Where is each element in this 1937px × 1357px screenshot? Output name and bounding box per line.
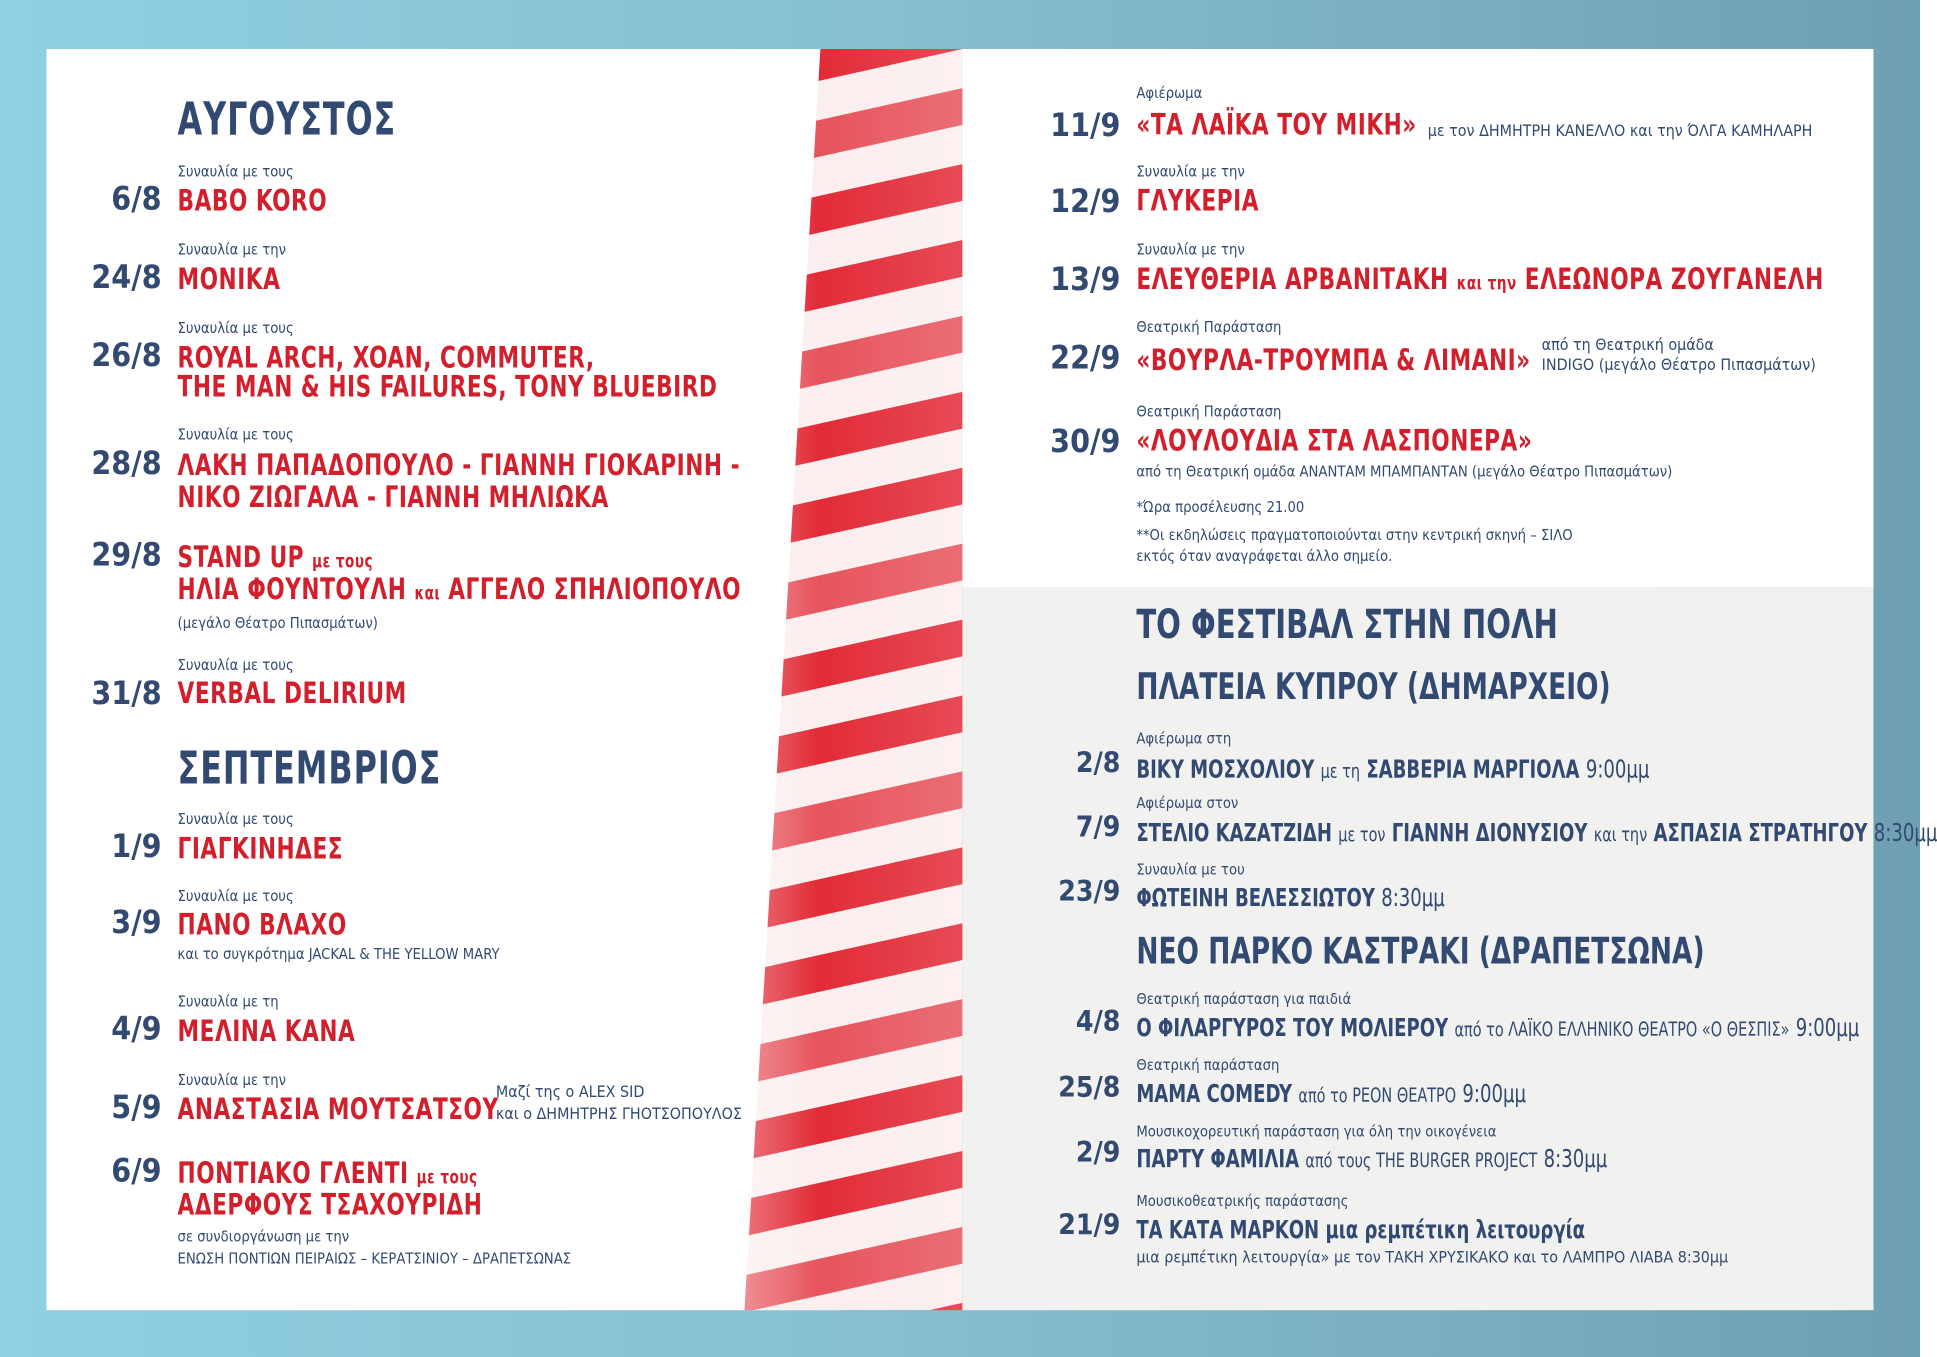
event-sub: Θεατρική παράσταση για παιδιά xyxy=(1136,990,1352,1008)
event-title: ΛΑΚΗ ΠΑΠΑΔΟΠΟΥΛΟ - ΓΙΑΝΝΗ ΓΙΟΚΑΡΙΝΗ - xyxy=(177,448,741,483)
striped-column-graphic xyxy=(742,49,962,1310)
event-side-note: με τον ΔΗΜΗΤΡΗ ΚΑΝΕΛΛΟ και την ΌΛΓΑ ΚΑΜΗΛΑΡΗ xyxy=(1427,122,1813,141)
event-side-note: Μαζί της ο ALEX SID xyxy=(495,1083,645,1103)
event-title-line2: ΝΙΚΟ ΖΙΩΓΑΛΑ - ΓΙΑΝΝΗ ΜΗΛΙΩΚΑ xyxy=(177,480,609,515)
event-date: 2/8 xyxy=(1075,748,1121,781)
event-title: «ΤΑ ΛΑΪΚΑ ΤΟΥ ΜΙΚΗ» xyxy=(1136,107,1417,143)
event-side-note: και ο ΔΗΜΗΤΡΗΣ ΓΗΟΤΣΟΠΟΥΛΟΣ xyxy=(495,1105,742,1125)
event-title: «ΒΟΥΡΛΑ-ΤΡΟΥΜΠΑ & ΛΙΜΑΝΙ» xyxy=(1136,342,1531,378)
event-date: 6/9 xyxy=(111,1153,162,1191)
event-sub: Συναυλία με τους xyxy=(177,426,294,444)
event-date: 21/9 xyxy=(1058,1209,1121,1242)
event-sub: Συναυλία με τους xyxy=(177,810,294,828)
event-sub: Μουσικοχορευτική παράσταση για όλη την οικογένεια xyxy=(1136,1122,1497,1141)
event-date: 1/9 xyxy=(111,828,162,866)
event-sub: Συναυλία με την xyxy=(1136,162,1245,181)
event-title: ΦΩΤΕΙΝΗ ΒΕΛΕΣΣΙΩΤΟΥ 8:30μμ xyxy=(1136,882,1445,913)
event-title: ΕΛΕΥΘΕΡΙΑ ΑΡΒΑΝΙΤΑΚΗ και την ΕΛΕΩΝΟΡΑ ΖΟΥΓΑΝΕΛΗ xyxy=(1136,262,1824,297)
event-note: ΕΝΩΣΗ ΠΟΝΤΙΩΝ ΠΕΙΡΑΙΩΣ – ΚΕΡΑΤΣΙΝΙΟΥ – ΔΡΑΠΕΤΣΩΝΑΣ xyxy=(177,1250,572,1268)
event-date: 28/8 xyxy=(91,445,162,483)
event-side-note: INDIGO (μεγάλο Θέατρο Πιπασμάτων) xyxy=(1541,356,1816,375)
event-sub: Θεατρική Παράσταση xyxy=(1136,402,1282,421)
event-title: «ΛΟΥΛΟΥΔΙΑ ΣΤΑ ΛΑΣΠΟΝΕΡΑ» xyxy=(1136,423,1533,458)
event-sub: Θεατρική Παράσταση xyxy=(1136,318,1282,336)
event-date: 24/8 xyxy=(91,259,162,297)
event-title: ΣΤΕΛΙΟ ΚΑΖΑΤΖΙΔΗ με τον ΓΙΑΝΝΗ ΔΙΟΝΥΣΙΟΥ και την ΑΣΠΑΣΙΑ ΣΤΡΑΤΗΓΟΥ 8:30μμ xyxy=(1136,817,1937,848)
venue-heading: ΠΛΑΤΕΙΑ ΚΥΠΡΟΥ (ΔΗΜΑΡΧΕΙΟ) xyxy=(1136,666,1611,709)
event-sub: Μουσικοθεατρικής παράστασης xyxy=(1136,1192,1349,1210)
event-sub: Συναυλία με του xyxy=(1136,860,1245,878)
event-title: BABO KORO xyxy=(177,183,328,218)
event-note: (μεγάλο Θέατρο Πιπασμάτων) xyxy=(177,614,378,632)
event-sub: Αφιέρωμα xyxy=(1136,84,1203,102)
event-title: ΓΛΥΚΕΡΙΑ xyxy=(1136,183,1259,218)
event-title: ΜΕΛΙΝΑ ΚΑΝΑ xyxy=(177,1013,356,1049)
event-title: ΠΑΡΤΥ ΦΑΜΙΛΙΑ από τους THE BURGER PROJECT 8:30μμ xyxy=(1136,1143,1608,1174)
event-note: από τη Θεατρική ομάδα ΑΝΑΝΤΑΜ ΜΠΑΜΠΑΝΤΑΝ (μεγάλο Θέατρο Πιπασμάτων) xyxy=(1136,462,1673,481)
event-title-line2: ΑΔΕΡΦΟΥΣ ΤΣΑΧΟΥΡΙΔΗ xyxy=(177,1187,483,1223)
stripe xyxy=(742,1303,962,1357)
event-title: ΤΑ ΚΑΤΑ ΜΑΡΚΟΝ μια ρεμπέτικη λειτουργία xyxy=(1136,1214,1586,1245)
event-note: και το συγκρότημα JACKAL & THE YELLOW MARY xyxy=(177,945,500,963)
event-title: ΓΙΑΓΚΙΝΗΔΕΣ xyxy=(177,831,344,866)
event-date: 29/8 xyxy=(91,537,162,575)
event-title: STAND UP με τους xyxy=(177,540,374,575)
event-title: ROYAL ARCH, XOAN, COMMUTER, xyxy=(177,340,595,375)
event-date: 2/9 xyxy=(1075,1137,1121,1170)
footnote: *Ώρα προσέλευσης 21.00 xyxy=(1136,498,1305,516)
event-date: 12/9 xyxy=(1050,183,1121,221)
event-date: 11/9 xyxy=(1050,107,1121,145)
event-date: 6/8 xyxy=(111,181,162,218)
event-date: 13/9 xyxy=(1050,262,1121,299)
event-side-note: από τη Θεατρική ομάδα xyxy=(1541,336,1714,356)
event-sub: Συναυλία με την xyxy=(177,241,286,259)
event-sub: Συναυλία με την xyxy=(177,1071,286,1089)
event-date: 7/9 xyxy=(1075,811,1121,844)
event-date: 26/8 xyxy=(91,337,162,375)
event-title: ΜΟΝΙΚΑ xyxy=(177,262,281,297)
event-title: ΑΝΑΣΤΑΣΙΑ ΜΟΥΤΣΑΤΣΟΥ xyxy=(177,1092,499,1127)
event-date: 5/9 xyxy=(111,1089,162,1127)
event-title-line2: ΗΛΙΑ ΦΟΥΝΤΟΥΛΗ και ΑΓΓΕΛΟ ΣΠΗΛΙΟΠΟΥΛΟ xyxy=(177,571,742,607)
event-sub: Συναυλία με τους xyxy=(177,319,294,337)
event-date: 25/8 xyxy=(1058,1072,1121,1105)
event-sub: Συναυλία με τους xyxy=(177,162,294,181)
september-heading: ΣΕΠΤΕΜΒΡΙΟΣ xyxy=(177,742,442,795)
event-sub: Αφιέρωμα στον xyxy=(1136,794,1239,812)
footnote: εκτός όταν αναγράφεται άλλο σημείο. xyxy=(1136,547,1393,565)
event-title: ΠΑΝΟ ΒΛΑΧΟ xyxy=(177,907,347,942)
event-sub: Αφιέρωμα στη xyxy=(1136,729,1232,747)
event-title: Ο ΦΙΛΑΡΓΥΡΟΣ ΤΟΥ ΜΟΛΙΕΡΟΥ από το ΛΑΪΚΟ ΕΛΛΗΝΙΚΟ ΘΕΑΤΡΟ «Ο ΘΕΣΠΙΣ» 9:00μμ xyxy=(1136,1012,1860,1043)
footnote: **Οι εκδηλώσεις πραγματοποιούνται στην κεντρική σκηνή – ΣΙΛΟ xyxy=(1136,526,1573,544)
event-sub: Συναυλία με τους xyxy=(177,656,294,674)
event-title: VERBAL DELIRIUM xyxy=(177,675,407,711)
event-date: 31/8 xyxy=(91,675,162,713)
event-date: 3/9 xyxy=(111,904,162,942)
event-title-line2: μια ρεμπέτικη λειτουργία» με τον ΤΑΚΗ ΧΡΥΣΙΚΑΚΟ και το ΛΑΜΠΡΟ ΛΙΑΒΑ 8:30μμ xyxy=(1136,1248,1729,1268)
event-title: ΠΟΝΤΙΑΚΟ ΓΛΕΝΤΙ με τους xyxy=(177,1155,478,1191)
august-heading: ΑΥΓΟΥΣΤΟΣ xyxy=(177,93,397,146)
event-date: 30/9 xyxy=(1050,423,1121,461)
event-date: 4/8 xyxy=(1075,1006,1121,1039)
event-date: 22/9 xyxy=(1050,340,1121,378)
event-note: σε συνδιοργάνωση με την xyxy=(177,1228,350,1246)
event-sub: Θεατρική παράσταση xyxy=(1136,1056,1280,1074)
event-title: MAMA COMEDY από το ΡΕΟΝ ΘΕΑΤΡΟ 9:00μμ xyxy=(1136,1078,1526,1109)
event-date: 4/9 xyxy=(111,1011,162,1049)
event-date: 23/9 xyxy=(1058,876,1121,909)
event-title: ΒΙΚΥ ΜΟΣΧΟΛΙΟΥ με τη ΣΑΒΒΕΡΙΑ ΜΑΡΓΙΟΛΑ 9:00μμ xyxy=(1136,754,1650,784)
event-sub: Συναυλία με τους xyxy=(177,887,294,905)
city-heading: ΤΟ ΦΕΣΤΙΒΑΛ ΣΤΗΝ ΠΟΛΗ xyxy=(1136,600,1558,648)
event-sub: Συναυλία με την xyxy=(1136,241,1245,259)
event-sub: Συναυλία με τη xyxy=(177,993,279,1011)
venue-heading: ΝΕΟ ΠΑΡΚΟ ΚΑΣΤΡΑΚΙ (ΔΡΑΠΕΤΣΩΝΑ) xyxy=(1136,930,1705,974)
event-title-line2: THE MAN & HIS FAILURES, TONY BLUEBIRD xyxy=(177,369,718,405)
